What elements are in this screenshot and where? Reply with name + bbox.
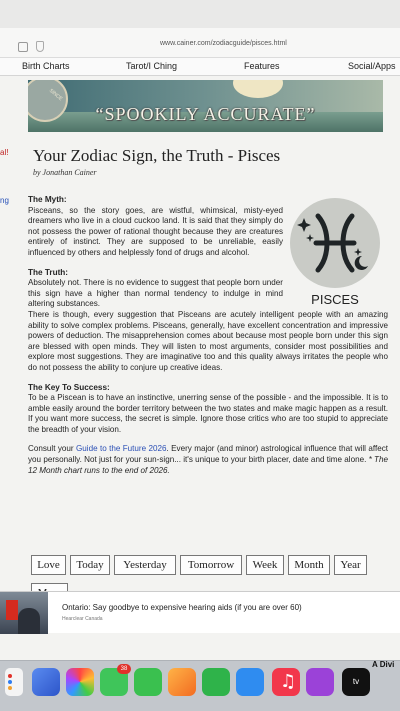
key-heading: The Key To Success:	[28, 382, 110, 392]
key-paragraph: To be a Piscean is to have an instinctive, unerring sense of the possible - and the impossible. It is to amble easily around the border territory between the two states and make magic happen as a result. If you want more success, the secret is simple. Ignore those critics who are too stupid to appreciate the breadth of your vision.	[28, 393, 388, 434]
ad-image	[0, 592, 48, 634]
byline: by Jonathan Cainer	[33, 168, 97, 177]
nav-item-social-apps[interactable]: Social/Apps	[348, 61, 396, 71]
music-note-icon: ♫	[280, 671, 297, 692]
article-body	[28, 186, 388, 476]
dock-numbers-icon[interactable]	[202, 668, 230, 696]
side-fragment-blue[interactable]: ng	[0, 196, 9, 205]
banner-slogan: “SPOOKILY ACCURATE”	[95, 104, 316, 124]
period-button-year[interactable]: Year	[334, 555, 367, 575]
period-buttons	[31, 555, 391, 585]
guide-link[interactable]: Guide to the Future 2026	[75, 444, 167, 454]
dock-pages-icon[interactable]	[168, 668, 196, 696]
consult-prefix: Consult your	[28, 444, 76, 454]
sidebar-toggle-icon[interactable]	[18, 42, 28, 52]
dock-photos-icon[interactable]	[66, 668, 94, 696]
site-nav	[0, 58, 400, 76]
ad-person-graphic	[18, 608, 40, 634]
privacy-shield-icon[interactable]	[36, 41, 44, 52]
period-button-love[interactable]: Love	[31, 555, 66, 575]
appletv-label: tv	[352, 677, 360, 686]
macos-dock	[0, 660, 400, 711]
seal-text: SINCE	[47, 87, 64, 103]
dock-keynote-icon[interactable]	[236, 668, 264, 696]
nav-item-tarot[interactable]: Tarot/I Ching	[126, 61, 178, 71]
period-button-month[interactable]: Month	[288, 555, 330, 575]
truth-paragraph-b: There is though, every suggestion that Pisceans are acutely intelligent people with an amazing ability to solve complex problems. Pisceans, generally, have excellent concentration and impressive powers of deduction. The misapprehension comes about because most people born under this sign are blessed with open minds. They will listen to most arguments, consider most possibilities and explore most suggestions. They are imaginative too and this quality always irritates the people who do not possess the ability to conjure up creative ideas.	[28, 309, 388, 372]
truth-heading: The Truth:	[28, 267, 69, 277]
dock-appletv-icon[interactable]	[342, 668, 370, 696]
period-button-week[interactable]: Week	[246, 555, 284, 575]
dock-podcasts-icon[interactable]	[306, 668, 334, 696]
truth-paragraph-a: Absolutely not. There is no evidence to suggest that people born under this sign have a higher than normal tendency to indulge in mind altering substances.	[28, 278, 283, 309]
monitor-top-edge	[0, 0, 400, 28]
period-button-tomorrow[interactable]: Tomorrow	[180, 555, 242, 575]
dock-facetime-icon[interactable]	[134, 668, 162, 696]
consult-suffix: . Every major (and minor) astrological influence that will affect you personally. Not just for your sun-sign... it's unique to your birth placer, date and time alone.	[28, 444, 389, 465]
dock-music-icon[interactable]	[272, 668, 300, 696]
page-title: Your Zodiac Sign, the Truth - Pisces	[33, 146, 281, 165]
ad-flag-graphic	[6, 600, 18, 620]
nav-item-birth-charts[interactable]: Birth Charts	[22, 61, 70, 71]
myth-paragraph: Pisceans, so the story goes, are wistful, whimsical, misty-eyed dreamers who live in a cloud cuckoo land. It is said that they simply do not possess the power of rational thought because they are creatures entirely of instinct. They are supposed to be unreliable, easily influenced by others and helplessly fond of drugs and alcohol.	[28, 205, 283, 257]
pisces-label: PISCES	[311, 292, 359, 307]
browser-toolbar	[0, 28, 400, 58]
dock-maps-icon[interactable]	[32, 668, 60, 696]
messages-badge: 38	[117, 664, 131, 674]
myth-heading: The Myth:	[28, 195, 67, 204]
ad-banner[interactable]	[0, 591, 400, 633]
consult-note: * The 12 Month chart runs to the end of 2026.	[28, 455, 388, 475]
period-button-today[interactable]: Today	[70, 555, 110, 575]
consult-paragraph	[28, 444, 388, 476]
banner-sun	[233, 80, 283, 98]
side-fragment-red[interactable]: al!	[0, 148, 9, 157]
address-bar[interactable]: www.cainer.com/zodiacguide/pisces.html	[160, 40, 287, 47]
site-banner[interactable]	[28, 80, 383, 132]
ad-source: Hearclear Canada	[62, 616, 103, 622]
dock-right-fragment: A Divi	[372, 660, 395, 669]
ad-headline[interactable]: Ontario: Say goodbye to expensive hearing aids (if you are over 60)	[62, 603, 302, 612]
nav-item-features[interactable]: Features	[244, 61, 280, 71]
period-button-yesterday[interactable]: Yesterday	[114, 555, 176, 575]
dock-reminders-icon[interactable]	[5, 668, 23, 696]
